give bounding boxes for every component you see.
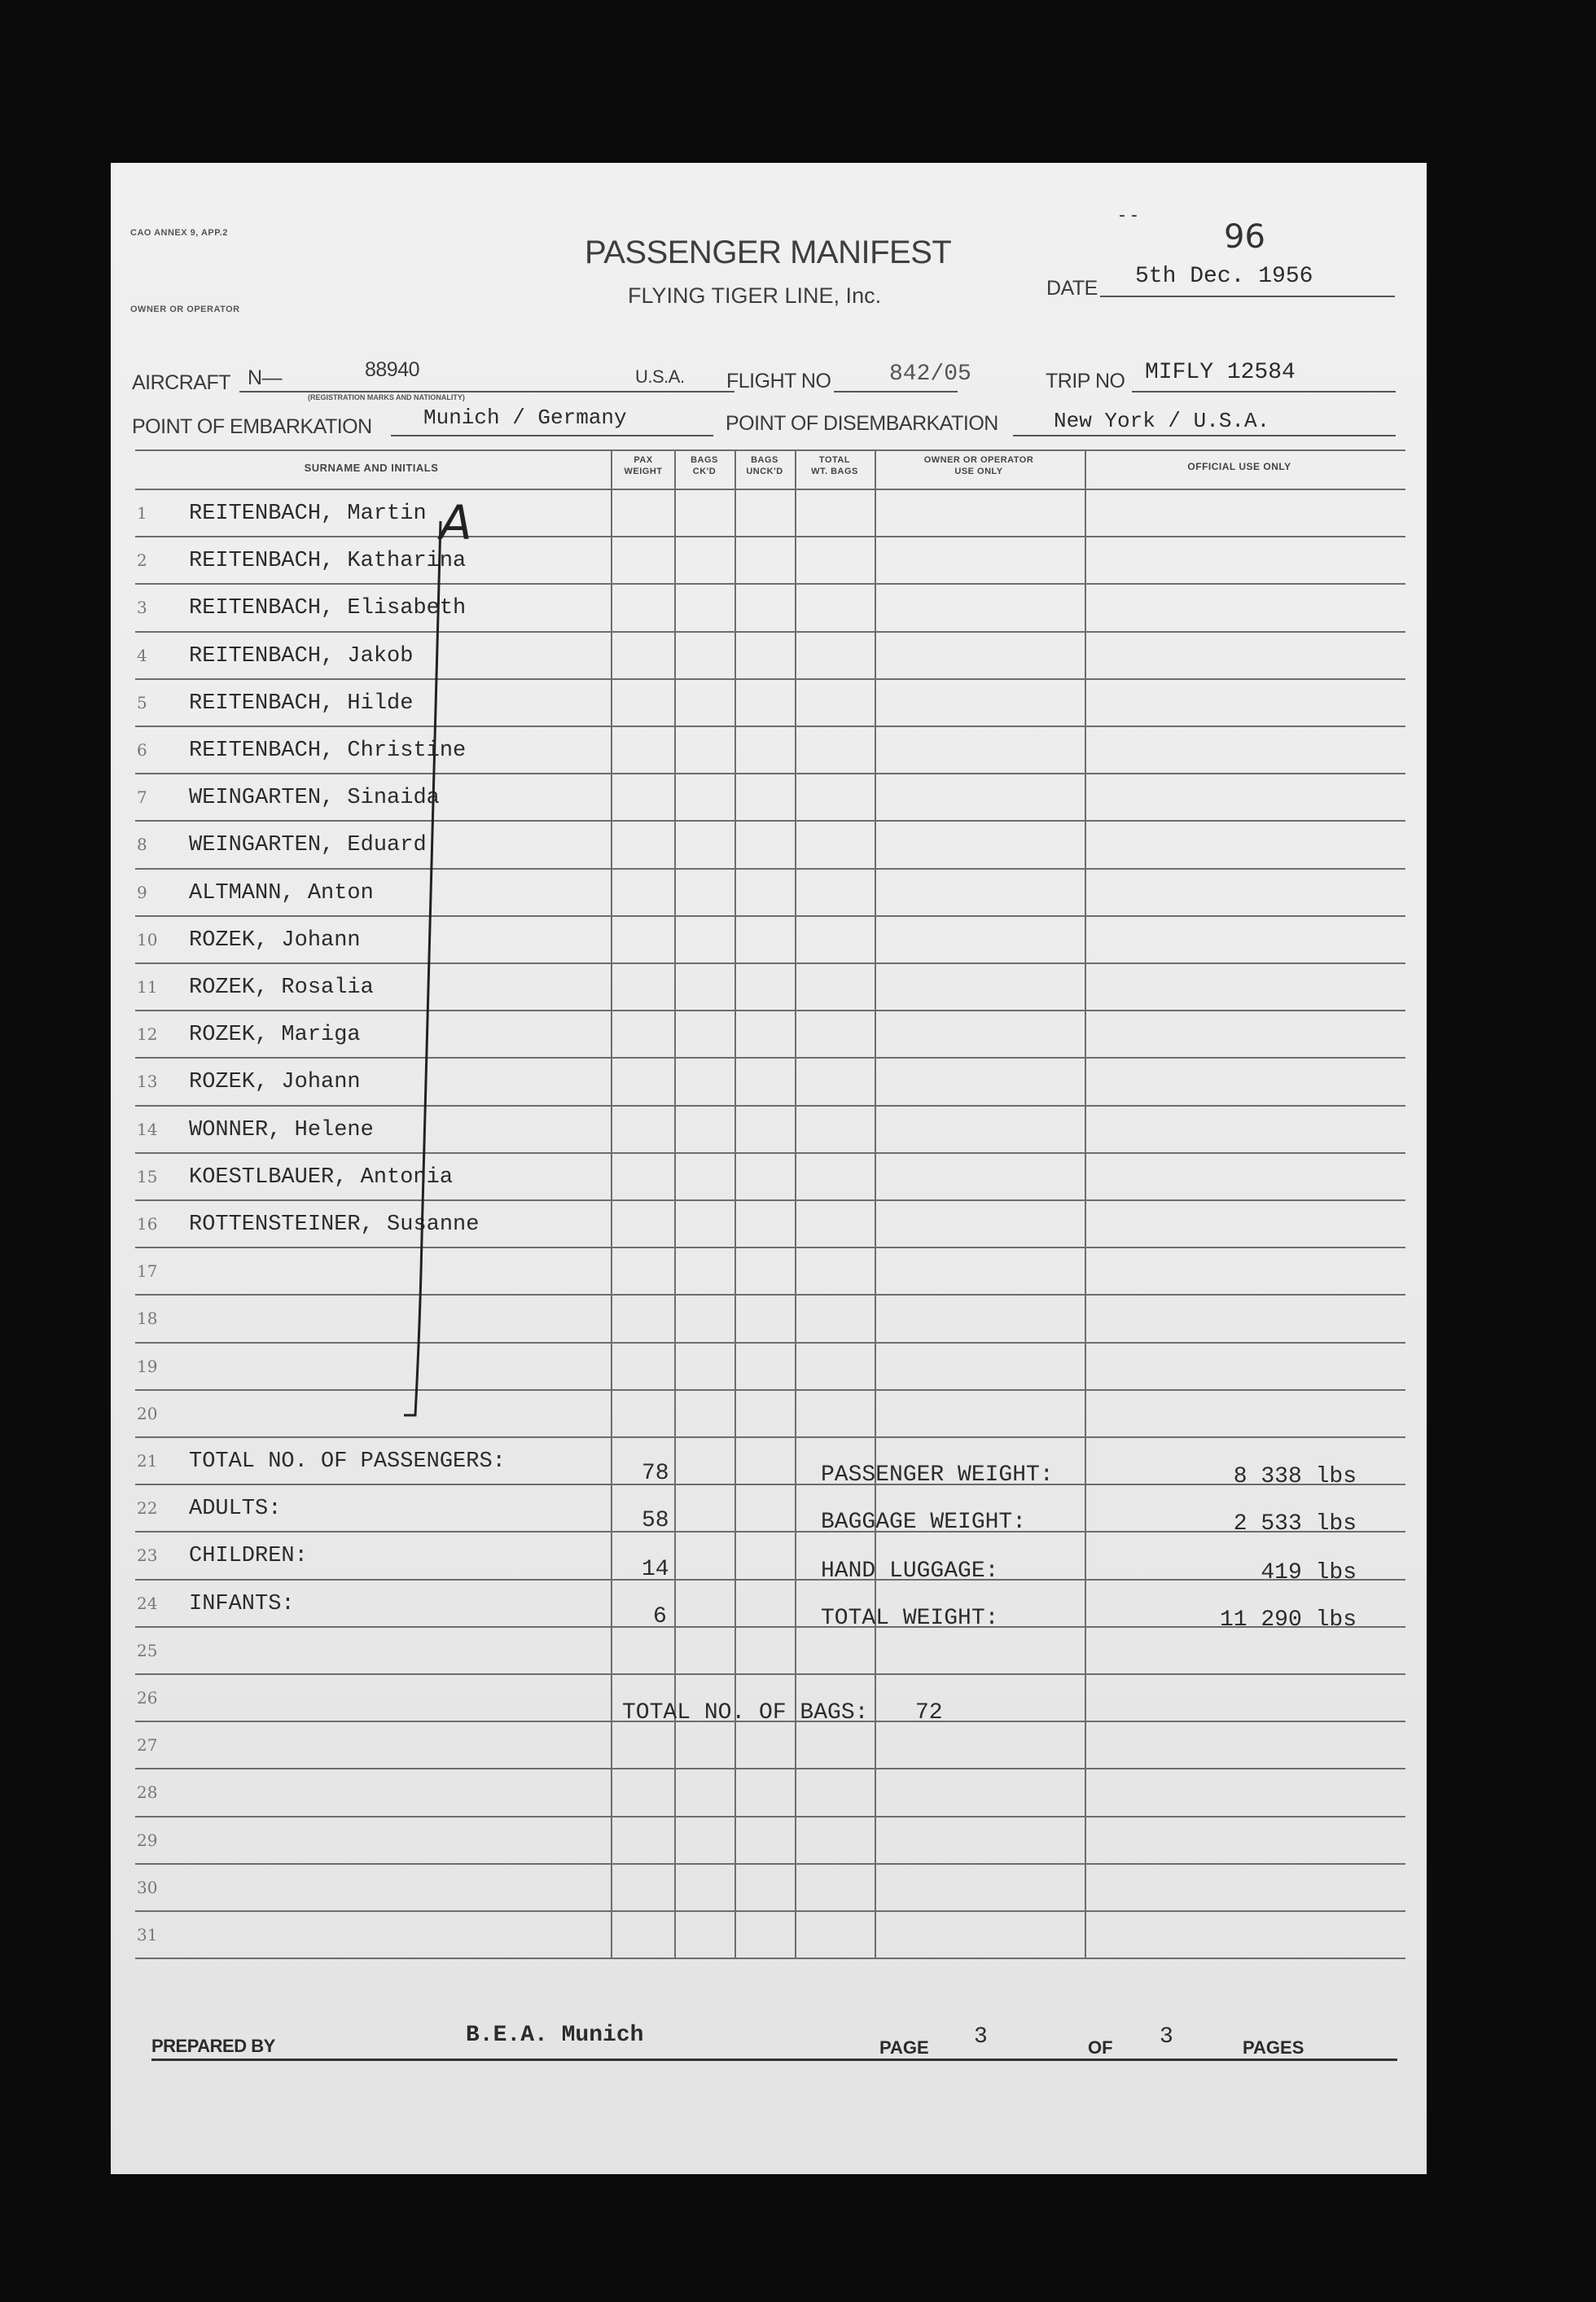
row-number: 12	[137, 1024, 158, 1044]
row-number: 30	[137, 1878, 158, 1897]
disembarkation-underline	[1013, 435, 1396, 436]
passenger-name: TOTAL NO. OF PASSENGERS:	[189, 1449, 506, 1474]
bags-ckd-header	[674, 454, 734, 477]
column-rule	[734, 449, 736, 1959]
column-rule	[795, 449, 796, 1959]
row-number: 28	[137, 1782, 158, 1802]
handwritten-mark: A	[440, 495, 472, 550]
column-rule	[674, 449, 676, 1959]
total-pages: 3	[1160, 2024, 1173, 2050]
pax-weight-header-line2: WEIGHT	[624, 467, 663, 476]
children-value: 14	[642, 1557, 669, 1582]
aircraft-prefix: N—	[248, 366, 283, 389]
passenger-name: WONNER, Helene	[189, 1118, 374, 1142]
bags-unckd-header-line2: UNCK'D	[746, 467, 783, 476]
row-number: 16	[137, 1214, 158, 1234]
row-rule	[135, 1673, 1405, 1675]
passenger-name: REITENBACH, Christine	[189, 739, 467, 763]
row-rule	[135, 1910, 1405, 1912]
row-number: 2	[137, 550, 147, 570]
aircraft-underline	[239, 391, 734, 392]
pax-weight-header-line1: PAX	[634, 455, 653, 465]
total-wt-bags-header	[795, 454, 875, 477]
bags-ckd-header-line2: CK'D	[692, 467, 717, 476]
hand-luggage-label: HAND LUGGAGE:	[821, 1559, 999, 1584]
passenger-name: KOESTLBAUER, Antonia	[189, 1165, 454, 1190]
row-rule	[135, 1247, 1405, 1248]
form-title: PASSENGER MANIFEST	[585, 235, 952, 270]
baggage-weight-value: 2 533 lbs	[1233, 1511, 1357, 1537]
aircraft-label: AIRCRAFT	[132, 371, 230, 394]
passenger-weight-value: 8 338 lbs	[1233, 1464, 1357, 1489]
official-use-header: OFFICIAL USE ONLY	[1187, 461, 1291, 472]
row-rule	[135, 1768, 1405, 1769]
row-rule	[135, 1389, 1405, 1391]
bags-unckd-header-line1: BAGS	[751, 455, 778, 465]
row-number: 10	[137, 930, 158, 949]
row-rule	[135, 631, 1405, 633]
row-number: 13	[137, 1072, 158, 1091]
row-rule	[135, 1199, 1405, 1201]
of-label: OF	[1088, 2037, 1113, 2058]
total-bags-label: TOTAL NO. OF BAGS:	[622, 1700, 869, 1725]
passenger-name: REITENBACH, Katharina	[189, 549, 467, 573]
row-rule	[135, 583, 1405, 585]
prepared-by-label: PREPARED BY	[151, 2036, 275, 2056]
row-rule	[135, 678, 1405, 680]
manifest-sheet	[111, 163, 1427, 2174]
row-number: 15	[137, 1167, 158, 1186]
passenger-name: ROZEK, Johann	[189, 928, 361, 953]
date-underline	[1100, 296, 1395, 297]
row-rule	[135, 1105, 1405, 1107]
row-number: 25	[137, 1641, 158, 1660]
row-rule	[135, 962, 1405, 964]
passenger-name: INFANTS:	[189, 1592, 295, 1616]
row-number: 4	[137, 646, 147, 665]
trip-underline	[1132, 391, 1396, 392]
table-top-rule	[135, 449, 1405, 451]
infants-value: 6	[653, 1604, 667, 1629]
row-rule	[135, 1816, 1405, 1817]
prepared-by-value: B.E.A. Munich	[466, 2023, 644, 2048]
row-rule	[135, 1531, 1405, 1532]
embarkation-underline	[391, 435, 713, 436]
flight-number: 842/05	[889, 362, 971, 387]
passenger-name: ALTMANN, Anton	[189, 881, 374, 905]
row-number: 23	[137, 1546, 158, 1565]
row-rule	[135, 1863, 1405, 1865]
registration-note: (REGISTRATION MARKS AND NATIONALITY)	[308, 393, 465, 401]
row-rule	[135, 726, 1405, 727]
total-weight-value: 11 290 lbs	[1219, 1607, 1357, 1633]
column-rule	[875, 449, 876, 1959]
pax-weight-header	[611, 454, 676, 477]
owner-use-header-line2: USE ONLY	[954, 467, 1003, 476]
passenger-name: REITENBACH, Martin	[189, 502, 427, 526]
row-rule	[135, 1342, 1405, 1344]
row-number: 27	[137, 1735, 158, 1755]
row-number: 11	[137, 977, 158, 997]
row-number: 26	[137, 1688, 158, 1708]
row-rule	[135, 773, 1405, 774]
trip-number: MIFLY 12584	[1145, 360, 1296, 385]
passenger-weight-label: PASSENGER WEIGHT:	[821, 1462, 1054, 1488]
surname-column-header: SURNAME AND INITIALS	[304, 462, 439, 474]
row-number: 3	[137, 598, 147, 617]
total-wt-header-line2: WT. BAGS	[811, 467, 858, 476]
row-number: 6	[137, 740, 147, 760]
row-rule	[135, 915, 1405, 917]
page-label: PAGE	[879, 2037, 929, 2058]
disembarkation-label: POINT OF DISEMBARKATION	[726, 412, 998, 435]
row-number: 1	[137, 503, 147, 523]
row-number: 19	[137, 1357, 158, 1376]
stamp-number: 96	[1224, 218, 1265, 256]
form-code: CAO ANNEX 9, APP.2	[130, 228, 228, 238]
owner-use-header	[875, 454, 1083, 477]
nationality: U.S.A.	[635, 366, 685, 387]
total-wt-header-line1: TOTAL	[818, 455, 851, 465]
row-rule	[135, 1294, 1405, 1296]
pages-label: PAGES	[1243, 2037, 1304, 2058]
row-number: 18	[137, 1309, 158, 1328]
date-value: 5th Dec. 1956	[1135, 264, 1313, 289]
aircraft-number: 88940	[365, 358, 420, 381]
row-number: 21	[137, 1451, 158, 1471]
row-number: 7	[137, 787, 147, 807]
owner-operator-label: OWNER OR OPERATOR	[130, 305, 240, 314]
row-rule	[135, 1436, 1405, 1438]
row-rule	[135, 820, 1405, 822]
row-rule	[135, 1010, 1405, 1011]
flight-underline	[834, 391, 958, 392]
row-number: 22	[137, 1498, 158, 1518]
row-rule	[135, 1958, 1405, 1959]
row-rule	[135, 1579, 1405, 1581]
passenger-name: REITENBACH, Elisabeth	[189, 596, 467, 620]
passenger-name: ROZEK, Rosalia	[189, 976, 374, 1000]
passenger-name: CHILDREN:	[189, 1544, 308, 1568]
trip-label: TRIP NO	[1046, 370, 1125, 392]
company-name: FLYING TIGER LINE, Inc.	[628, 283, 882, 308]
row-number: 5	[137, 693, 147, 713]
total-passengers-value: 78	[642, 1461, 669, 1486]
embarkation-value: Munich / Germany	[423, 406, 627, 430]
row-number: 9	[137, 883, 147, 902]
page-number: 3	[974, 2024, 988, 2050]
row-rule	[135, 1484, 1405, 1485]
footer-underline	[151, 2059, 1397, 2061]
passenger-name: REITENBACH, Jakob	[189, 644, 414, 669]
column-rule	[611, 449, 612, 1959]
adults-value: 58	[642, 1508, 669, 1533]
bracket-mark	[404, 505, 477, 1433]
baggage-weight-label: BAGGAGE WEIGHT:	[821, 1510, 1027, 1535]
row-rule	[135, 1152, 1405, 1154]
bags-unckd-header	[734, 454, 795, 477]
row-number: 29	[137, 1831, 158, 1850]
total-bags-value: 72	[915, 1700, 943, 1725]
passenger-name: ADULTS:	[189, 1497, 282, 1521]
passenger-name: ROTTENSTEINER, Susanne	[189, 1212, 480, 1237]
row-rule	[135, 868, 1405, 870]
row-number: 24	[137, 1594, 158, 1613]
disembarkation-value: New York / U.S.A.	[1054, 409, 1270, 433]
flight-label: FLIGHT NO	[726, 370, 831, 392]
row-rule	[135, 536, 1405, 537]
passenger-name: REITENBACH, Hilde	[189, 691, 414, 716]
passenger-name: WEINGARTEN, Sinaida	[189, 786, 440, 810]
passenger-name: ROZEK, Johann	[189, 1070, 361, 1094]
column-rule	[1085, 449, 1086, 1959]
passenger-name: WEINGARTEN, Eduard	[189, 833, 427, 857]
row-number: 17	[137, 1261, 158, 1281]
bags-ckd-header-line1: BAGS	[691, 455, 718, 465]
row-number: 8	[137, 835, 147, 854]
owner-use-header-line1: OWNER OR OPERATOR	[923, 455, 1034, 465]
hand-luggage-value: 419 lbs	[1261, 1560, 1357, 1585]
row-number: 14	[137, 1120, 158, 1139]
embarkation-label: POINT OF EMBARKATION	[132, 415, 372, 438]
table-header-rule	[135, 489, 1405, 490]
page-marks: - -	[1119, 205, 1138, 226]
row-rule	[135, 1057, 1405, 1059]
row-number: 20	[137, 1404, 158, 1423]
row-rule	[135, 1626, 1405, 1628]
row-number: 31	[137, 1925, 158, 1945]
passenger-name: ROZEK, Mariga	[189, 1023, 361, 1047]
total-weight-label: TOTAL WEIGHT:	[821, 1606, 999, 1631]
date-label: DATE	[1046, 277, 1098, 300]
